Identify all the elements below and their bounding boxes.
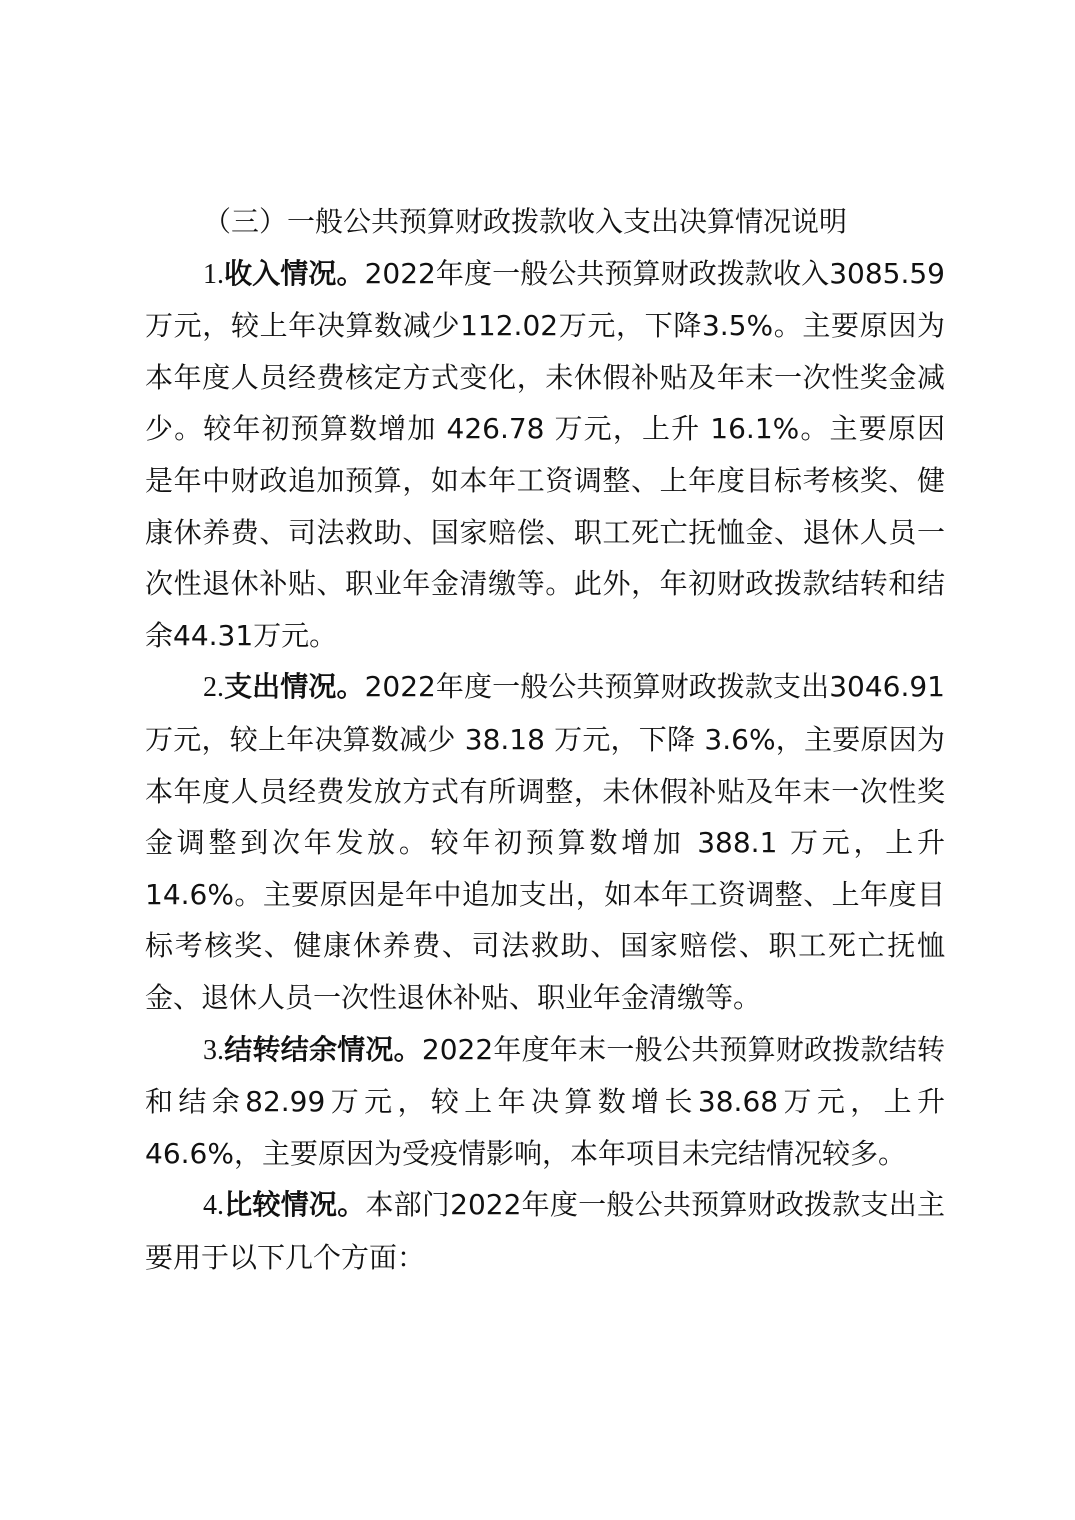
paragraph-title: 比较情况。 bbox=[224, 1188, 366, 1222]
paragraph-text: 本部门2022年度一般公共预算财政拨款支出主要用于以下几个方面： bbox=[145, 1188, 945, 1274]
paragraph-carryover bbox=[145, 1024, 945, 1180]
paragraph-income bbox=[145, 248, 945, 662]
paragraph-number: 1. bbox=[203, 258, 224, 290]
paragraph-number: 4. bbox=[203, 1190, 224, 1222]
paragraph-expenditure bbox=[145, 661, 945, 1023]
paragraph-comparison bbox=[145, 1179, 945, 1283]
paragraph-text: 2022年度一般公共预算财政拨款支出3046.91万元，较上年决算数减少 38.18 万元，下降 3.6%，主要原因为本年度人员经费发放方式有所调整，未休假补贴及年末一次性奖金调整到次年发放。较年初预算数增加 388.1 万元，上升14.6%。主要原因是年中追加支出，如本年工资调整、上年度目标考核奖、健康休养费、司法救助、国家赔偿、职工死亡抚恤金、退休人员一次性退休补贴、职业年金清缴等。 bbox=[145, 670, 945, 1014]
paragraph-title: 结转结余情况。 bbox=[224, 1032, 422, 1066]
paragraph-title: 支出情况。 bbox=[224, 670, 365, 704]
section-heading: （三）一般公共预算财政拨款收入支出决算情况说明 bbox=[203, 205, 848, 238]
paragraph-number: 2. bbox=[203, 672, 224, 704]
paragraph-title: 收入情况。 bbox=[224, 256, 365, 290]
paragraph-text: 2022年度一般公共预算财政拨款收入3085.59万元，较上年决算数减少112.02万元，下降3.5%。主要原因为本年度人员经费核定方式变化，未休假补贴及年末一次性奖金减少。较年初预算数增加 426.78 万元，上升 16.1%。主要原因是年中财政追加预算，如本年工资调整、上年度目标考核奖、健康休养费、司法救助、国家赔偿、职工死亡抚恤金、退休人员一次性退休补贴、职业年金清缴等。此外，年初财政拨款结转和结余44.31万元。 bbox=[145, 256, 945, 652]
paragraph-text: 2022年度年末一般公共预算财政拨款结转和结余82.99万元，较上年决算数增长38.68万元，上升46.6%，主要原因为受疫情影响，本年项目未完结情况较多。 bbox=[145, 1032, 945, 1170]
paragraph-number: 3. bbox=[203, 1034, 224, 1066]
document-body bbox=[145, 196, 945, 1283]
